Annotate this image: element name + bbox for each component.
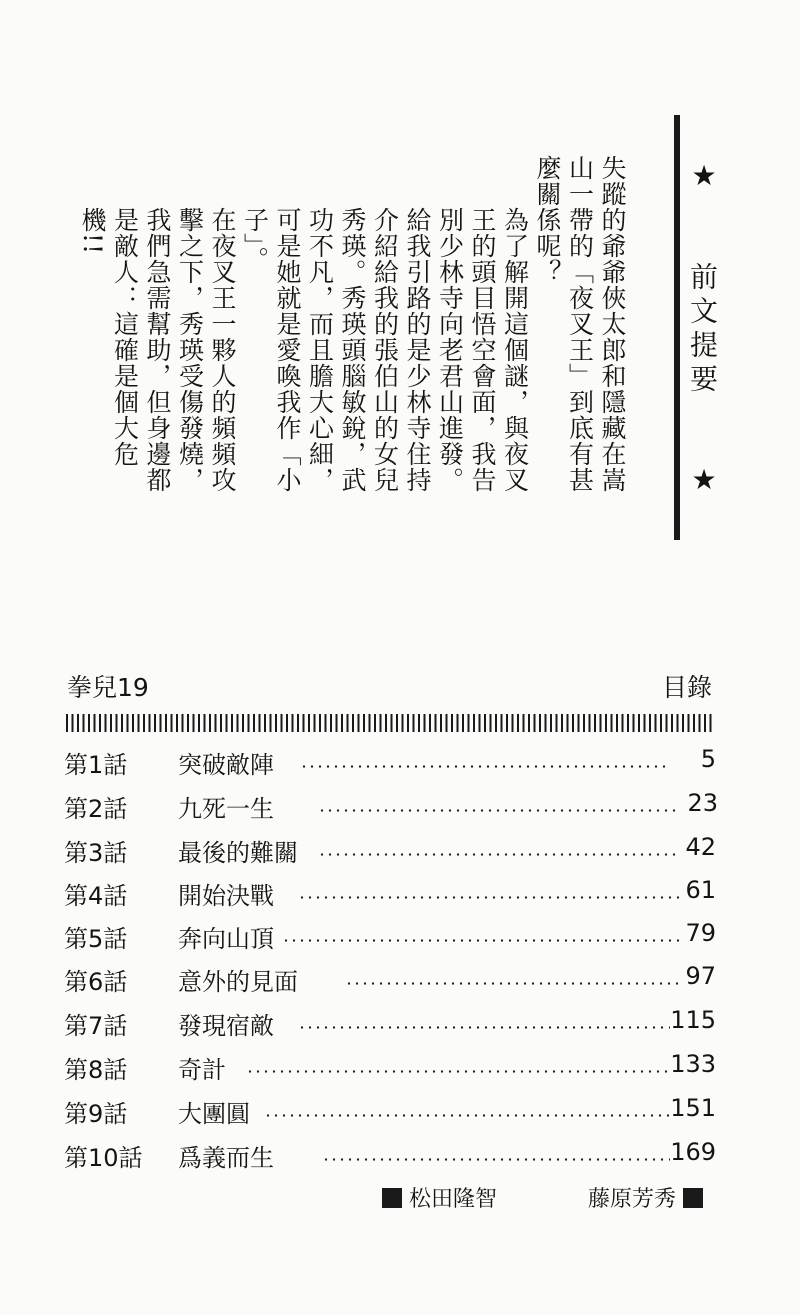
chapter-title: 爲義而生 xyxy=(178,1144,274,1172)
toc-row[interactable] xyxy=(0,919,800,959)
summary-paragraph: 為了解開這個謎，與夜叉王的頭目悟空會面，我告別少林寺向老君山進發。給我引路的是少林寺住持介紹給我的張伯山的女兒秀瑛。秀瑛頭腦敏銳，武功不凡，而且膽大心細，可是她就是愛喚我作「小子」。 xyxy=(240,207,530,493)
star-icon: ★ xyxy=(691,463,717,496)
chapter-title: 突破敵陣 xyxy=(178,751,274,779)
dot-leader xyxy=(345,982,680,985)
summary-body xyxy=(76,155,629,515)
chapter-title: 大團圓 xyxy=(178,1100,250,1128)
chapter-title: 九死一生 xyxy=(178,795,274,823)
dot-leader xyxy=(246,1070,670,1073)
dot-leader xyxy=(298,896,680,899)
toc-row[interactable] xyxy=(0,1138,800,1178)
chapter-title: 發現宿敵 xyxy=(178,1012,274,1040)
toc-row[interactable] xyxy=(0,745,800,785)
chapter-page: 169 xyxy=(670,1138,716,1166)
chapter-number: 第7話 xyxy=(64,1012,128,1040)
chapter-page: 61 xyxy=(685,876,716,904)
toc-row[interactable] xyxy=(0,876,800,916)
chapter-number: 第6話 xyxy=(64,968,128,996)
chapter-title: 最後的難關 xyxy=(178,839,298,867)
book-title: 拳兒19 xyxy=(67,673,149,702)
chapter-number: 第10話 xyxy=(64,1144,143,1172)
toc-row[interactable] xyxy=(0,833,800,873)
toc-row[interactable] xyxy=(0,1050,800,1090)
artist-credit xyxy=(588,1182,703,1213)
summary-paragraph: 失蹤的爺爺俠太郎和隱藏在嵩山一帶的「夜叉王」到底有甚麼關係呢？ xyxy=(533,155,627,493)
chapter-title: 意外的見面 xyxy=(178,968,298,996)
dot-leader xyxy=(318,809,678,812)
chapter-title: 開始決戰 xyxy=(178,882,274,910)
chapter-title: 奇計 xyxy=(178,1056,226,1084)
toc-row[interactable] xyxy=(0,1006,800,1046)
chapter-title: 奔向山頂 xyxy=(178,925,274,953)
summary-heading: 前文提要 xyxy=(686,262,719,398)
chapter-number: 第9話 xyxy=(64,1100,128,1128)
toc-title: 目錄 xyxy=(662,673,713,702)
chapter-number: 第3話 xyxy=(64,839,128,867)
dot-leader xyxy=(322,1158,670,1161)
chapter-page: 42 xyxy=(685,833,716,861)
tick-rule-divider xyxy=(66,714,714,732)
toc-row[interactable] xyxy=(0,1094,800,1134)
dot-leader xyxy=(300,765,670,768)
toc-row[interactable] xyxy=(0,962,800,1002)
author-name: 松田隆智 xyxy=(409,1187,498,1212)
artist-name: 藤原芳秀 xyxy=(588,1187,677,1212)
chapter-number: 第8話 xyxy=(64,1056,128,1084)
chapter-page: 79 xyxy=(685,919,716,947)
chapter-page: 97 xyxy=(685,962,716,990)
dot-leader xyxy=(318,853,680,856)
chapter-page: 133 xyxy=(670,1050,716,1078)
chapter-number: 第2話 xyxy=(64,795,128,823)
chapter-number: 第5話 xyxy=(64,925,128,953)
dot-leader xyxy=(298,1026,670,1029)
chapter-number: 第4話 xyxy=(64,882,128,910)
dot-leader xyxy=(282,939,680,942)
chapter-page: 5 xyxy=(700,745,716,773)
author-credit xyxy=(382,1182,497,1213)
toc-row[interactable] xyxy=(0,789,800,829)
star-icon: ★ xyxy=(691,159,717,192)
chapter-page: 151 xyxy=(670,1094,716,1122)
square-bullet-icon xyxy=(382,1188,402,1208)
summary-vertical-rule xyxy=(674,115,680,540)
chapter-number: 第1話 xyxy=(64,751,128,779)
dot-leader xyxy=(264,1114,670,1117)
chapter-page: 23 xyxy=(687,789,718,817)
summary-paragraph: 在夜叉王一夥人的頻頻攻擊之下，秀瑛受傷發燒，我們急需幫助，但身邊都是敵人：這確是個大危機!! xyxy=(78,207,237,493)
chapter-page: 115 xyxy=(670,1006,716,1034)
square-bullet-icon xyxy=(683,1188,703,1208)
